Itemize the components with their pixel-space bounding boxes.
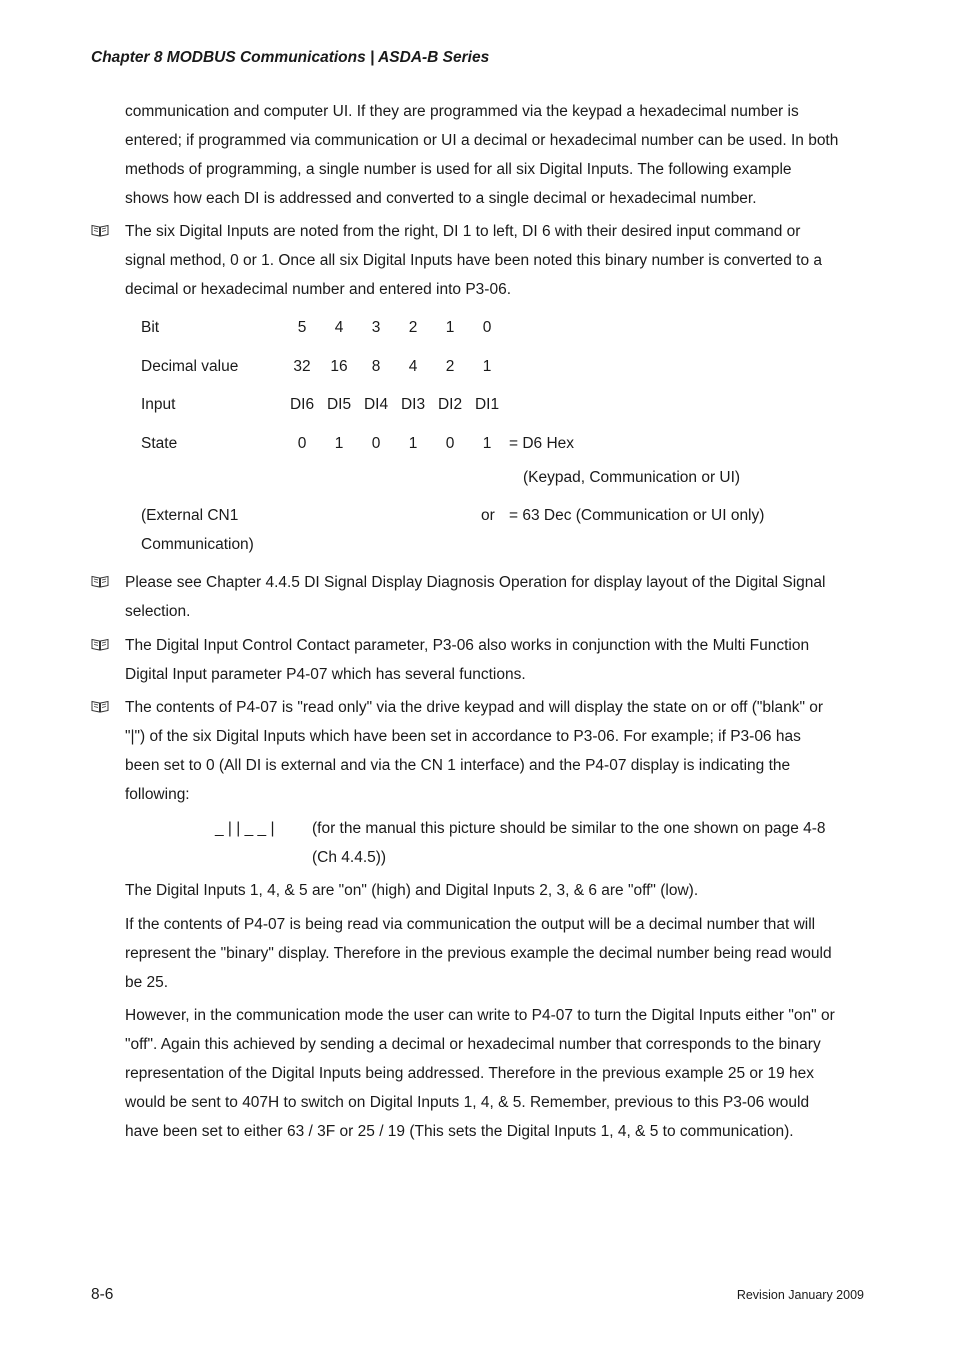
text-line: been set to 0 (All DI is external and via the CN 1 interface) and the P4-07 display is indicating the bbox=[125, 757, 791, 774]
note-paragraph bbox=[125, 217, 865, 304]
text-line: have been set to either 63 / 3F or 25 / 19 (This sets the Digital Inputs 1, 4, & 5 to communication). bbox=[125, 1123, 794, 1140]
table-cell: 3 bbox=[371, 319, 381, 336]
external-label: (External CN1 bbox=[141, 507, 239, 524]
display-caption: (Ch 4.4.5)) bbox=[312, 849, 387, 866]
text-line: "|") of the six Digital Inputs which have been set in accordance to P3-06. For example; if P3-06 has bbox=[125, 728, 801, 745]
text-line: shows how each DI is addressed and converted to a single decimal or hexadecimal number. bbox=[125, 190, 757, 207]
table-cell: DI3 bbox=[400, 396, 426, 413]
hex-result: = D6 Hex bbox=[509, 435, 575, 452]
table-cell: DI4 bbox=[363, 396, 389, 413]
text-line: be 25. bbox=[125, 974, 169, 991]
intro-paragraph bbox=[125, 97, 865, 213]
table-cell: DI5 bbox=[326, 396, 352, 413]
or-text: or bbox=[481, 507, 495, 524]
book-icon bbox=[91, 575, 109, 588]
text-line: communication and computer UI. If they are programmed via the keypad a hexadecimal number is bbox=[125, 103, 799, 120]
table-cell: 4 bbox=[408, 358, 418, 375]
body-paragraph bbox=[125, 1001, 865, 1146]
table-cell: DI6 bbox=[289, 396, 315, 413]
text-line: If the contents of P4-07 is being read via communication the output will be a decimal number that will bbox=[125, 916, 816, 933]
text-line: representation of the Digital Inputs being addressed. Therefore in the previous example 25 or 19 hex bbox=[125, 1065, 815, 1082]
table-cell: 0 bbox=[297, 435, 307, 452]
note-paragraph bbox=[125, 693, 865, 809]
text-line: "off". Again this achieved by sending a decimal or hexadecimal number that corresponds to the binary bbox=[125, 1036, 821, 1053]
row-label: Decimal value bbox=[141, 358, 239, 375]
table-cell: DI1 bbox=[474, 396, 500, 413]
text-line: methods of programming, a single number is used for all six Digital Inputs. The following example bbox=[125, 161, 792, 178]
table-cell: 1 bbox=[482, 435, 492, 452]
display-symbol: _ | | _ _ | bbox=[215, 820, 275, 837]
text-line: entered; if programmed via communication or UI a decimal or hexadecimal number can be used. In both bbox=[125, 132, 839, 149]
book-icon bbox=[91, 638, 109, 651]
text-line: However, in the communication mode the user can write to P4-07 to turn the Digital Inputs either "on" or bbox=[125, 1007, 835, 1024]
table-cell: 2 bbox=[408, 319, 418, 336]
table-cell: 0 bbox=[482, 319, 492, 336]
text-line: Please see Chapter 4.4.5 DI Signal Display Diagnosis Operation for display layout of the Digital Signal bbox=[125, 574, 826, 591]
book-icon bbox=[91, 224, 109, 237]
text-line: The Digital Inputs 1, 4, & 5 are "on" (high) and Digital Inputs 2, 3, & 6 are "off" (low). bbox=[125, 882, 699, 899]
table-cell: 32 bbox=[293, 358, 311, 375]
row-label: State bbox=[141, 435, 178, 452]
text-line: The six Digital Inputs are noted from the right, DI 1 to left, DI 6 with their desired input command or bbox=[125, 223, 801, 240]
external-label: Communication) bbox=[141, 536, 254, 553]
row-label: Bit bbox=[141, 319, 160, 336]
text-line: decimal or hexadecimal number and entered into P3-06. bbox=[125, 281, 512, 298]
table-cell: 2 bbox=[445, 358, 455, 375]
revision-date: Revision January 2009 bbox=[736, 1288, 864, 1302]
page-header: Chapter 8 MODBUS Communications | ASDA-B Series bbox=[91, 49, 490, 66]
text-line: signal method, 0 or 1. Once all six Digital Inputs have been noted this binary number is converted to a bbox=[125, 252, 823, 269]
table-cell: 4 bbox=[334, 319, 344, 336]
row-label: Input bbox=[141, 396, 176, 413]
table-cell: 1 bbox=[445, 319, 455, 336]
table-cell: 0 bbox=[371, 435, 381, 452]
table-cell: 16 bbox=[330, 358, 348, 375]
table-cell: 1 bbox=[482, 358, 492, 375]
display-caption: (for the manual this picture should be similar to the one shown on page 4-8 bbox=[312, 820, 826, 837]
note-paragraph bbox=[125, 631, 865, 689]
text-line: selection. bbox=[125, 603, 191, 620]
text-line: The contents of P4-07 is "read only" via the drive keypad and will display the state on or off ("blank" or bbox=[125, 699, 824, 716]
page-number: 8-6 bbox=[91, 1286, 114, 1303]
text-line: would be sent to 407H to switch on Digital Inputs 1, 4, & 5. Remember, previous to this P3-06 would bbox=[125, 1094, 810, 1111]
table-cell: 1 bbox=[408, 435, 418, 452]
table-cell: DI2 bbox=[437, 396, 463, 413]
table-cell: 5 bbox=[297, 319, 307, 336]
text-line: represent the "binary" display. Therefore in the previous example the decimal number being read would bbox=[125, 945, 832, 962]
note-paragraph bbox=[125, 568, 865, 626]
text-line: following: bbox=[125, 786, 190, 803]
text-line: Digital Input parameter P4-07 which has several functions. bbox=[125, 666, 526, 683]
body-paragraph bbox=[125, 876, 865, 905]
dec-result: = 63 Dec (Communication or UI only) bbox=[509, 507, 765, 524]
text-line: The Digital Input Control Contact parameter, P3-06 also works in conjunction with the Multi Function bbox=[125, 637, 810, 654]
table-cell: 1 bbox=[334, 435, 344, 452]
keypad-note: (Keypad, Communication or UI) bbox=[523, 469, 741, 486]
table-cell: 8 bbox=[371, 358, 381, 375]
book-icon bbox=[91, 700, 109, 713]
body-paragraph bbox=[125, 910, 865, 997]
table-cell: 0 bbox=[445, 435, 455, 452]
